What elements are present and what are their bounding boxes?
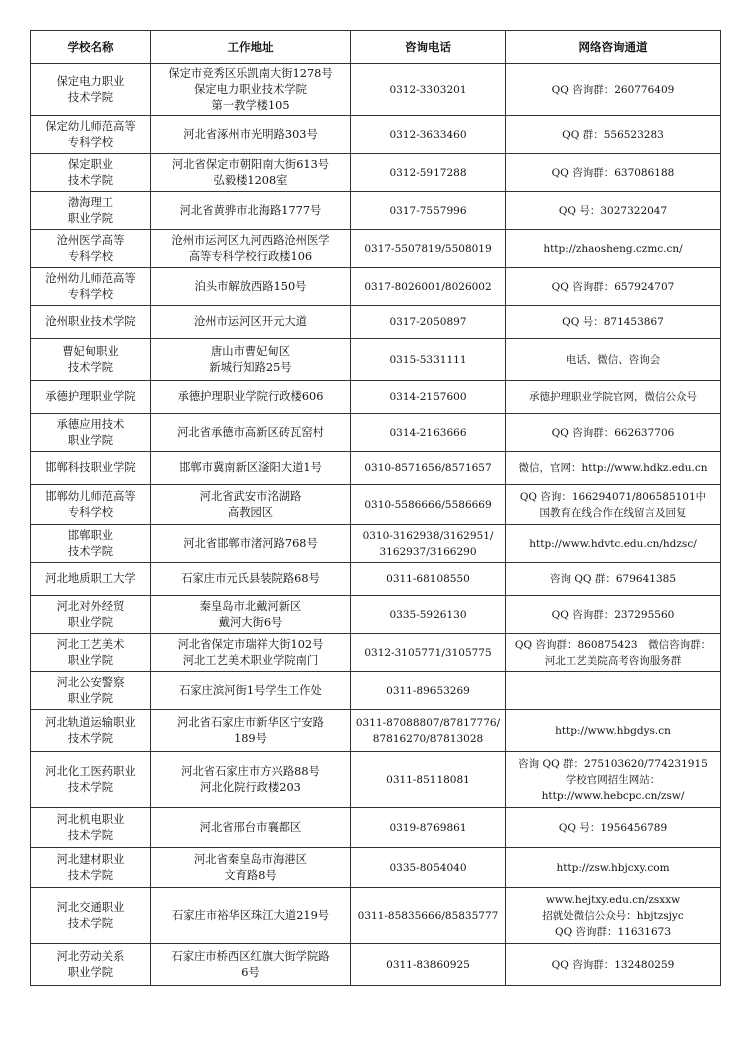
cell-school-name-line: 技术学院	[67, 916, 114, 930]
cell-online-channel	[506, 848, 721, 888]
cell-online-channel	[506, 525, 721, 563]
cell-school-name-line: 职业学院	[67, 211, 114, 225]
cell-online-channel	[506, 268, 721, 306]
cell-school-name-line: 曹妃甸职业	[62, 344, 119, 358]
cell-online-channel-line: 学校官网招生网站：	[565, 773, 661, 786]
cell-consult-phone-line: 0311-83860925	[386, 958, 470, 971]
cell-consult-phone	[351, 563, 506, 596]
cell-work-address-line: 河北化院行政楼203	[200, 780, 301, 794]
cell-work-address	[151, 268, 351, 306]
cell-school-name	[31, 154, 151, 192]
table-row	[31, 381, 721, 414]
cell-online-channel	[506, 672, 721, 710]
cell-online-channel	[506, 596, 721, 634]
cell-consult-phone	[351, 339, 506, 381]
table-row	[31, 306, 721, 339]
cell-work-address	[151, 808, 351, 848]
table-row	[31, 339, 721, 381]
cell-school-name-line: 技术学院	[67, 868, 114, 882]
cell-school-name	[31, 848, 151, 888]
cell-consult-phone-line: 0311-87088807/87817776/	[355, 716, 501, 729]
cell-consult-phone	[351, 848, 506, 888]
cell-online-channel-line: 微信，官网：http://www.hdkz.edu.cn	[518, 462, 708, 474]
cell-work-address	[151, 752, 351, 808]
cell-school-name	[31, 808, 151, 848]
cell-school-name-line: 保定职业	[67, 157, 114, 171]
table-row	[31, 64, 721, 116]
cell-school-name	[31, 192, 151, 230]
cell-work-address-line: 河北省保定市朝阳南大街613号	[171, 157, 330, 171]
cell-work-address	[151, 414, 351, 452]
cell-online-channel-line: QQ 咨询群：237295560	[551, 608, 675, 621]
cell-consult-phone	[351, 192, 506, 230]
cell-work-address-line: 石家庄市裕华区珠江大道219号	[171, 908, 330, 922]
cell-online-channel-line: http://zsw.hbjcxy.com	[556, 861, 670, 874]
table-row	[31, 888, 721, 944]
cell-school-name	[31, 710, 151, 752]
cell-school-name	[31, 116, 151, 154]
cell-online-channel	[506, 230, 721, 268]
cell-school-name-line: 河北地质职工大学	[45, 572, 136, 585]
cell-work-address	[151, 944, 351, 986]
cell-online-channel-line: http://www.hbgdys.cn	[555, 724, 671, 737]
cell-school-name-line: 技术学院	[67, 731, 114, 745]
cell-work-address-line: 石家庄市桥西区红旗大街学院路	[171, 949, 330, 963]
cell-consult-phone	[351, 888, 506, 944]
cell-online-channel-line: http://www.hebcpc.cn/zsw/	[541, 789, 685, 802]
cell-work-address	[151, 192, 351, 230]
table-row	[31, 752, 721, 808]
cell-school-name-line: 河北工艺美术	[56, 637, 125, 651]
cell-online-channel-line: 国教育在线合作在线留言及回复	[539, 506, 687, 519]
cell-school-name-line: 技术学院	[67, 828, 114, 842]
cell-work-address	[151, 634, 351, 672]
cell-work-address-line: 高等专科学校行政楼106	[188, 249, 313, 263]
table-row	[31, 268, 721, 306]
cell-consult-phone-line: 3162937/3166290	[379, 545, 477, 558]
cell-online-channel	[506, 710, 721, 752]
table-row	[31, 525, 721, 563]
cell-online-channel	[506, 563, 721, 596]
cell-online-channel	[506, 944, 721, 986]
cell-school-name	[31, 452, 151, 485]
cell-online-channel-line: 咨询 QQ 群：275103620/774231915	[518, 757, 708, 770]
cell-consult-phone-line: 0317-5507819/5508019	[364, 242, 492, 255]
cell-school-name-line: 职业学院	[67, 691, 114, 705]
cell-consult-phone-line: 0310-5586666/5586669	[364, 498, 492, 511]
cell-school-name-line: 河北轨道运输职业	[45, 715, 136, 729]
cell-work-address	[151, 710, 351, 752]
cell-online-channel	[506, 752, 721, 808]
cell-school-name	[31, 230, 151, 268]
cell-consult-phone-line: 0317-2050897	[389, 316, 467, 328]
cell-work-address-line: 弘毅楼1208室	[213, 173, 288, 187]
cell-work-address	[151, 116, 351, 154]
cell-school-name	[31, 888, 151, 944]
table-body	[31, 64, 721, 986]
cell-consult-phone-line: 0319-8769861	[389, 821, 467, 834]
cell-consult-phone	[351, 414, 506, 452]
cell-school-name-line: 职业学院	[67, 965, 114, 979]
cell-work-address-line: 河北省石家庄市方兴路88号	[181, 764, 320, 778]
cell-online-channel	[506, 485, 721, 525]
cell-school-name	[31, 381, 151, 414]
cell-work-address	[151, 339, 351, 381]
cell-work-address-line: 戴河大街6号	[218, 615, 283, 629]
cell-work-address-line: 河北省保定市瑞祥大街102号	[177, 637, 324, 651]
cell-work-address	[151, 306, 351, 339]
cell-work-address	[151, 525, 351, 563]
table-row	[31, 634, 721, 672]
cell-consult-phone	[351, 116, 506, 154]
table-row	[31, 485, 721, 525]
cell-school-name-line: 沧州职业技术学院	[45, 315, 136, 328]
table-row	[31, 848, 721, 888]
cell-online-channel-line: 招就处微信公众号：hbjtzsjyc	[542, 909, 684, 922]
cell-consult-phone-line: 0314-2157600	[389, 391, 467, 403]
cell-online-channel-line: QQ 咨询：166294071/806585101中	[519, 490, 707, 503]
cell-work-address-line: 保定市竞秀区乐凯南大街1278号	[168, 66, 333, 80]
cell-consult-phone-line: 0312-3105771/3105775	[364, 646, 492, 659]
cell-school-name-line: 专科学校	[67, 249, 114, 263]
cell-school-name-line: 承德护理职业学院	[45, 390, 136, 403]
cell-work-address-line: 河北省邯郸市渚河路768号	[183, 536, 318, 550]
cell-consult-phone	[351, 230, 506, 268]
cell-consult-phone-line: 0311-85118081	[386, 773, 470, 786]
cell-online-channel-line: www.hejtxy.edu.cn/zsxxw	[545, 893, 681, 906]
cell-work-address	[151, 230, 351, 268]
cell-work-address	[151, 154, 351, 192]
cell-school-name-line: 邯郸幼儿师范高等	[45, 489, 136, 503]
cell-school-name	[31, 525, 151, 563]
table-row	[31, 116, 721, 154]
cell-school-name-line: 技术学院	[67, 544, 114, 558]
cell-school-name-line: 河北建材职业	[56, 852, 125, 866]
cell-school-name-line: 沧州医学高等	[56, 233, 125, 247]
cell-school-name-line: 职业学院	[67, 433, 114, 447]
cell-school-name	[31, 339, 151, 381]
cell-consult-phone	[351, 154, 506, 192]
cell-school-name-line: 河北机电职业	[56, 812, 125, 826]
cell-school-name-line: 沧州幼儿师范高等	[45, 271, 136, 285]
cell-work-address-line: 河北省武安市洺湖路	[199, 489, 302, 503]
cell-school-name	[31, 752, 151, 808]
cell-consult-phone-line: 0311-89653269	[386, 684, 470, 697]
cell-online-channel	[506, 339, 721, 381]
cell-work-address-line: 保定电力职业技术学院	[194, 82, 307, 96]
cell-work-address-line: 秦皇岛市北戴河新区	[199, 599, 302, 613]
cell-consult-phone-line: 0335-5926130	[389, 608, 467, 621]
cell-work-address-line: 文育路8号	[224, 868, 277, 882]
table-row	[31, 414, 721, 452]
cell-school-name-line: 专科学校	[67, 135, 114, 149]
cell-work-address	[151, 452, 351, 485]
cell-online-channel-line: QQ 咨询群：11631673	[555, 925, 671, 938]
cell-online-channel-line: http://www.hdvtc.edu.cn/hdzsc/	[529, 537, 697, 550]
cell-consult-phone	[351, 752, 506, 808]
table-row	[31, 230, 721, 268]
cell-school-name-line: 河北对外经贸	[56, 599, 125, 613]
info-table-container	[30, 30, 720, 986]
cell-work-address-line: 第一教学楼105	[211, 98, 290, 112]
cell-online-channel-line: 河北工艺美院高考咨询服务群	[544, 654, 682, 667]
cell-online-channel-line: QQ 群：556523283	[562, 128, 664, 141]
cell-online-channel	[506, 116, 721, 154]
cell-school-name-line: 职业学院	[67, 653, 114, 667]
cell-online-channel-line: QQ 号：871453867	[562, 316, 664, 328]
cell-online-channel-line: QQ 号：1956456789	[558, 821, 668, 834]
cell-online-channel-line: QQ 咨询群：860875423 微信咨询群：	[514, 638, 712, 651]
cell-school-name-line: 渤海理工	[67, 195, 114, 209]
cell-school-name	[31, 596, 151, 634]
cell-work-address	[151, 596, 351, 634]
cell-school-name-line: 技术学院	[67, 90, 114, 104]
header-consult-phone: 咨询电话	[351, 31, 506, 64]
cell-consult-phone-line: 0311-68108550	[386, 573, 470, 585]
cell-consult-phone-line: 0312-5917288	[389, 166, 467, 179]
cell-work-address-line: 承德护理职业学院行政楼606	[177, 390, 324, 403]
cell-school-name	[31, 268, 151, 306]
cell-school-name	[31, 64, 151, 116]
cell-consult-phone	[351, 634, 506, 672]
cell-school-name-line: 技术学院	[67, 360, 114, 374]
cell-work-address-line: 高教园区	[227, 505, 274, 519]
cell-school-name-line: 技术学院	[67, 173, 114, 187]
cell-work-address	[151, 563, 351, 596]
cell-school-name-line: 河北交通职业	[56, 900, 125, 914]
header-online-channel: 网络咨询通道	[506, 31, 721, 64]
cell-school-name	[31, 672, 151, 710]
cell-online-channel	[506, 634, 721, 672]
cell-consult-phone-line: 0311-85835666/85835777	[357, 909, 499, 922]
cell-work-address-line: 石家庄滨河街1号学生工作处	[179, 683, 322, 697]
cell-school-name-line: 河北劳动关系	[56, 949, 125, 963]
cell-work-address	[151, 381, 351, 414]
table-row	[31, 452, 721, 485]
cell-school-name-line: 专科学校	[67, 505, 114, 519]
cell-consult-phone-line: 0310-8571656/8571657	[364, 462, 492, 474]
header-school-name: 学校名称	[31, 31, 151, 64]
cell-consult-phone	[351, 710, 506, 752]
cell-consult-phone	[351, 485, 506, 525]
cell-online-channel-line: http://zhaosheng.czmc.cn/	[543, 242, 683, 255]
cell-work-address-line: 沧州市运河区九河西路沧州医学	[171, 233, 330, 247]
cell-school-name-line: 邯郸职业	[67, 528, 114, 542]
cell-online-channel-line: QQ 咨询群：657924707	[551, 280, 675, 293]
cell-online-channel-line: 承德护理职业学院官网，微信公众号	[529, 391, 697, 403]
cell-consult-phone-line: 0315-5331111	[389, 353, 467, 366]
cell-consult-phone-line: 0317-8026001/8026002	[364, 280, 492, 293]
cell-work-address-line: 河北省黄骅市北海路1777号	[179, 203, 322, 217]
cell-school-name-line: 专科学校	[67, 287, 114, 301]
table-header-row	[31, 31, 721, 64]
cell-work-address-line: 邯郸市冀南新区滏阳大道1号	[179, 461, 322, 474]
cell-online-channel-line: QQ 咨询群：637086188	[551, 166, 675, 179]
cell-online-channel-line: QQ 咨询群：132480259	[551, 958, 675, 971]
table-row	[31, 563, 721, 596]
cell-school-name-line: 承德应用技术	[56, 417, 125, 431]
cell-online-channel	[506, 64, 721, 116]
cell-online-channel-line: 咨询 QQ 群：679641385	[549, 573, 676, 585]
header-work-address: 工作地址	[151, 31, 351, 64]
cell-consult-phone-line: 0310-3162938/3162951/	[362, 529, 494, 542]
cell-work-address-line: 河北省涿州市光明路303号	[183, 127, 318, 141]
cell-school-name	[31, 634, 151, 672]
cell-school-name	[31, 563, 151, 596]
cell-work-address	[151, 64, 351, 116]
cell-school-name-line: 邯郸科技职业学院	[45, 461, 136, 474]
cell-consult-phone-line: 0317-7557996	[389, 204, 467, 217]
cell-consult-phone	[351, 381, 506, 414]
cell-online-channel	[506, 808, 721, 848]
cell-school-name-line: 保定电力职业	[56, 74, 125, 88]
table-row	[31, 710, 721, 752]
table-row	[31, 192, 721, 230]
cell-work-address-line: 泊头市解放西路150号	[194, 279, 307, 293]
cell-work-address-line: 唐山市曹妃甸区	[210, 344, 291, 358]
cell-consult-phone-line: 0312-3303201	[389, 83, 467, 96]
cell-consult-phone-line: 0314-2163666	[389, 426, 467, 439]
cell-online-channel	[506, 452, 721, 485]
cell-online-channel-line: QQ 咨询群：662637706	[551, 426, 675, 439]
cell-work-address-line: 河北省秦皇岛市海港区	[194, 852, 307, 866]
school-contact-table	[30, 30, 721, 986]
cell-online-channel-line: QQ 咨询群：260776409	[551, 83, 675, 96]
cell-work-address	[151, 485, 351, 525]
table-row	[31, 596, 721, 634]
table-row	[31, 944, 721, 986]
cell-school-name	[31, 414, 151, 452]
cell-consult-phone	[351, 944, 506, 986]
cell-online-channel	[506, 414, 721, 452]
cell-online-channel	[506, 888, 721, 944]
cell-school-name-line: 保定幼儿师范高等	[45, 119, 136, 133]
cell-consult-phone	[351, 596, 506, 634]
table-row	[31, 808, 721, 848]
cell-online-channel-line: 电话、微信、咨询会	[565, 353, 661, 366]
cell-consult-phone	[351, 452, 506, 485]
cell-work-address-line: 河北省承德市高新区砖瓦窑村	[177, 425, 324, 439]
cell-work-address-line: 189号	[234, 731, 267, 745]
cell-work-address	[151, 672, 351, 710]
cell-school-name	[31, 306, 151, 339]
cell-work-address-line: 河北工艺美术职业学院南门	[182, 653, 319, 667]
cell-consult-phone	[351, 268, 506, 306]
cell-work-address	[151, 888, 351, 944]
cell-consult-phone-line: 87816270/87813028	[372, 732, 484, 745]
cell-consult-phone	[351, 306, 506, 339]
cell-school-name	[31, 944, 151, 986]
cell-school-name-line: 河北化工医药职业	[45, 764, 136, 778]
cell-consult-phone-line: 0335-8054040	[389, 861, 467, 874]
cell-online-channel-line: QQ 号：3027322047	[558, 204, 668, 217]
cell-work-address-line: 沧州市运河区开元大道	[194, 315, 307, 328]
cell-online-channel	[506, 192, 721, 230]
cell-online-channel	[506, 154, 721, 192]
cell-school-name-line: 职业学院	[67, 615, 114, 629]
cell-consult-phone	[351, 672, 506, 710]
cell-school-name	[31, 485, 151, 525]
cell-consult-phone	[351, 525, 506, 563]
cell-online-channel	[506, 306, 721, 339]
table-row	[31, 154, 721, 192]
table-row	[31, 672, 721, 710]
cell-work-address	[151, 848, 351, 888]
cell-work-address-line: 新城行知路25号	[209, 360, 292, 374]
cell-consult-phone	[351, 808, 506, 848]
cell-school-name-line: 河北公安警察	[56, 675, 125, 689]
cell-consult-phone	[351, 64, 506, 116]
cell-consult-phone-line: 0312-3633460	[389, 128, 467, 141]
cell-online-channel	[506, 381, 721, 414]
cell-work-address-line: 河北省石家庄市新华区宁安路	[177, 715, 324, 729]
cell-school-name-line: 技术学院	[67, 780, 114, 794]
cell-work-address-line: 河北省邢台市襄都区	[199, 820, 302, 834]
cell-work-address-line: 石家庄市元氏县装院路68号	[181, 572, 320, 585]
cell-work-address-line: 6号	[241, 965, 260, 979]
